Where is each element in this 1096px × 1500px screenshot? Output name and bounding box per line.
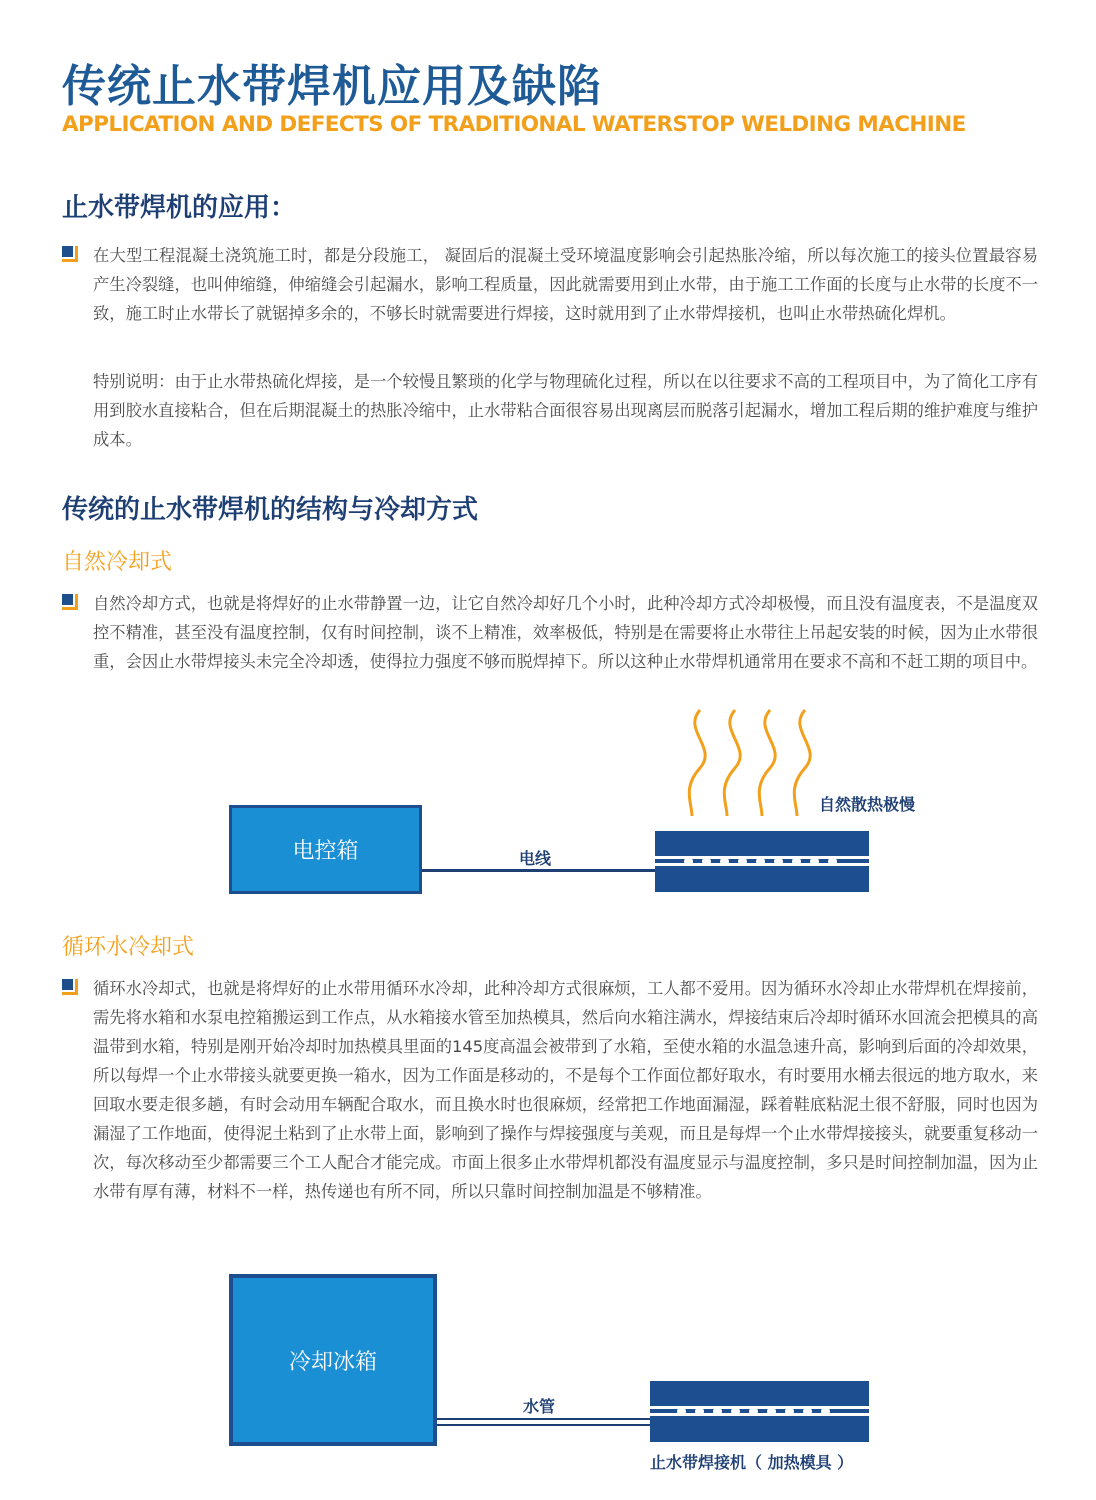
- wire-line: [422, 869, 657, 872]
- special-note-paragraph: 特别说明：由于止水带热硫化焊接，是一个较慢且繁琐的化学与物理硫化过程，所以在以往要求不高的工程项目中，为了简化工序有用到胶水直接粘合，但在后期混凝土的热胀冷缩中，止水带粘合面很容易出现离层而脱落引起漏水，增加工程后期的维护难度与维护成本。: [93, 372, 1038, 449]
- natural-cooling-paragraph: 自然冷却方式，也就是将焊好的止水带静置一边，让它自然冷却好几个小时，此种冷却方式冷却极慢，而且没有温度表，不是温度双控不精准，甚至没有温度控制，仅有时间控制，谈不上精准，效率极低，特别是在需要将止水带往上吊起安装的时候，因为止水带很重，会因止水带焊接头未完全冷却透，使得拉力强度不够而脱焊掉下。所以这种止水带焊机通常用在要求不高和不赶工期的项目中。: [93, 594, 1038, 671]
- page-title: 传统止水带焊机应用及缺陷: [62, 61, 602, 112]
- heating-mold: [655, 831, 869, 892]
- heat-dissipation-label: 自然散热极慢: [819, 795, 916, 814]
- bullet-icon: [62, 594, 78, 610]
- section-heading-structure: 传统的止水带焊机的结构与冷却方式: [62, 495, 479, 525]
- water-cooling-paragraph: 循环水冷却式，也就是将焊好的止水带用循环水冷却，此种冷却方式很麻烦，工人都不爱用。因为循环水冷却止水带焊机在焊接前，需先将水箱和水泵电控箱搬运到工作点，从水箱接水管至加热模具，然后向水箱注满水，焊接结束后冷却时循环水回流会把模具的高温带到水箱，特别是刚开始冷却时加热模具里面的145度高温会被带到了水箱，至使水箱的水温急速升高，影响到后面的冷却效果，所以每焊一个止水带接头就要更换一箱水，因为工作面是移动的，不是每个工作面位都好取水，有时要用水桶去很远的地方取水，来回取水要走很多趟，有时会动用车辆配合取水，而且换水时也很麻烦，经常把工作地面漏湿，踩着鞋底粘泥土很不舒服，同时也因为漏湿了工作地面，使得泥土粘到了止水带上面，影响到了操作与焊接强度与美观，而且是每焊一个止水带焊接接头，就要重复移动一次，每次移动至少都需要三个工人配合才能完成。市面上很多止水带焊机都没有温度显示与温度控制，多只是时间控制加温，因为止水带有厚有薄，材料不一样，热传递也有所不同，所以只靠时间控制加温是不够精准。: [93, 979, 1038, 1201]
- control-box-label: 电控箱: [232, 808, 419, 891]
- water-pipe-line: [437, 1424, 651, 1426]
- control-box: [229, 805, 422, 894]
- water-pipe-line: [437, 1418, 651, 1420]
- bullet-icon: [62, 979, 78, 995]
- natural-cooling-diagram: [0, 700, 1096, 900]
- wire-label: 电线: [519, 849, 552, 868]
- subheading-natural-cooling: 自然冷却式: [62, 550, 173, 575]
- heating-mold: [650, 1381, 869, 1442]
- application-paragraph: 在大型工程混凝土浇筑施工时，都是分段施工， 凝固后的混凝土受环境温度影响会引起热胀冷缩，所以每次施工的接头位置最容易产生冷裂缝，也叫伸缩缝，伸缩缝会引起漏水，影响工程质量，因此就需要用到止水带，由于施工工作面的长度与止水带的长度不一致，施工时止水带长了就锯掉多余的，不够长时就需要进行焊接，这时就用到了止水带焊接机，也叫止水带热硫化焊机。: [93, 246, 1038, 323]
- page-subtitle: APPLICATION AND DEFECTS OF TRADITIONAL WATERSTOP WELDING MACHINE: [62, 112, 966, 137]
- heat-waves-icon: [680, 708, 820, 818]
- water-cooling-diagram: [0, 1270, 1096, 1480]
- welding-machine-label: 止水带焊接机（ 加热模具 ）: [650, 1453, 854, 1472]
- bullet-icon: [62, 246, 78, 262]
- section-heading-application: 止水带焊机的应用：: [62, 193, 297, 223]
- cooling-tank: [229, 1274, 437, 1446]
- cooling-tank-label: 冷却冰箱: [233, 1278, 433, 1442]
- subheading-water-cooling: 循环水冷却式: [62, 935, 195, 960]
- pipe-label: 水管: [523, 1397, 556, 1416]
